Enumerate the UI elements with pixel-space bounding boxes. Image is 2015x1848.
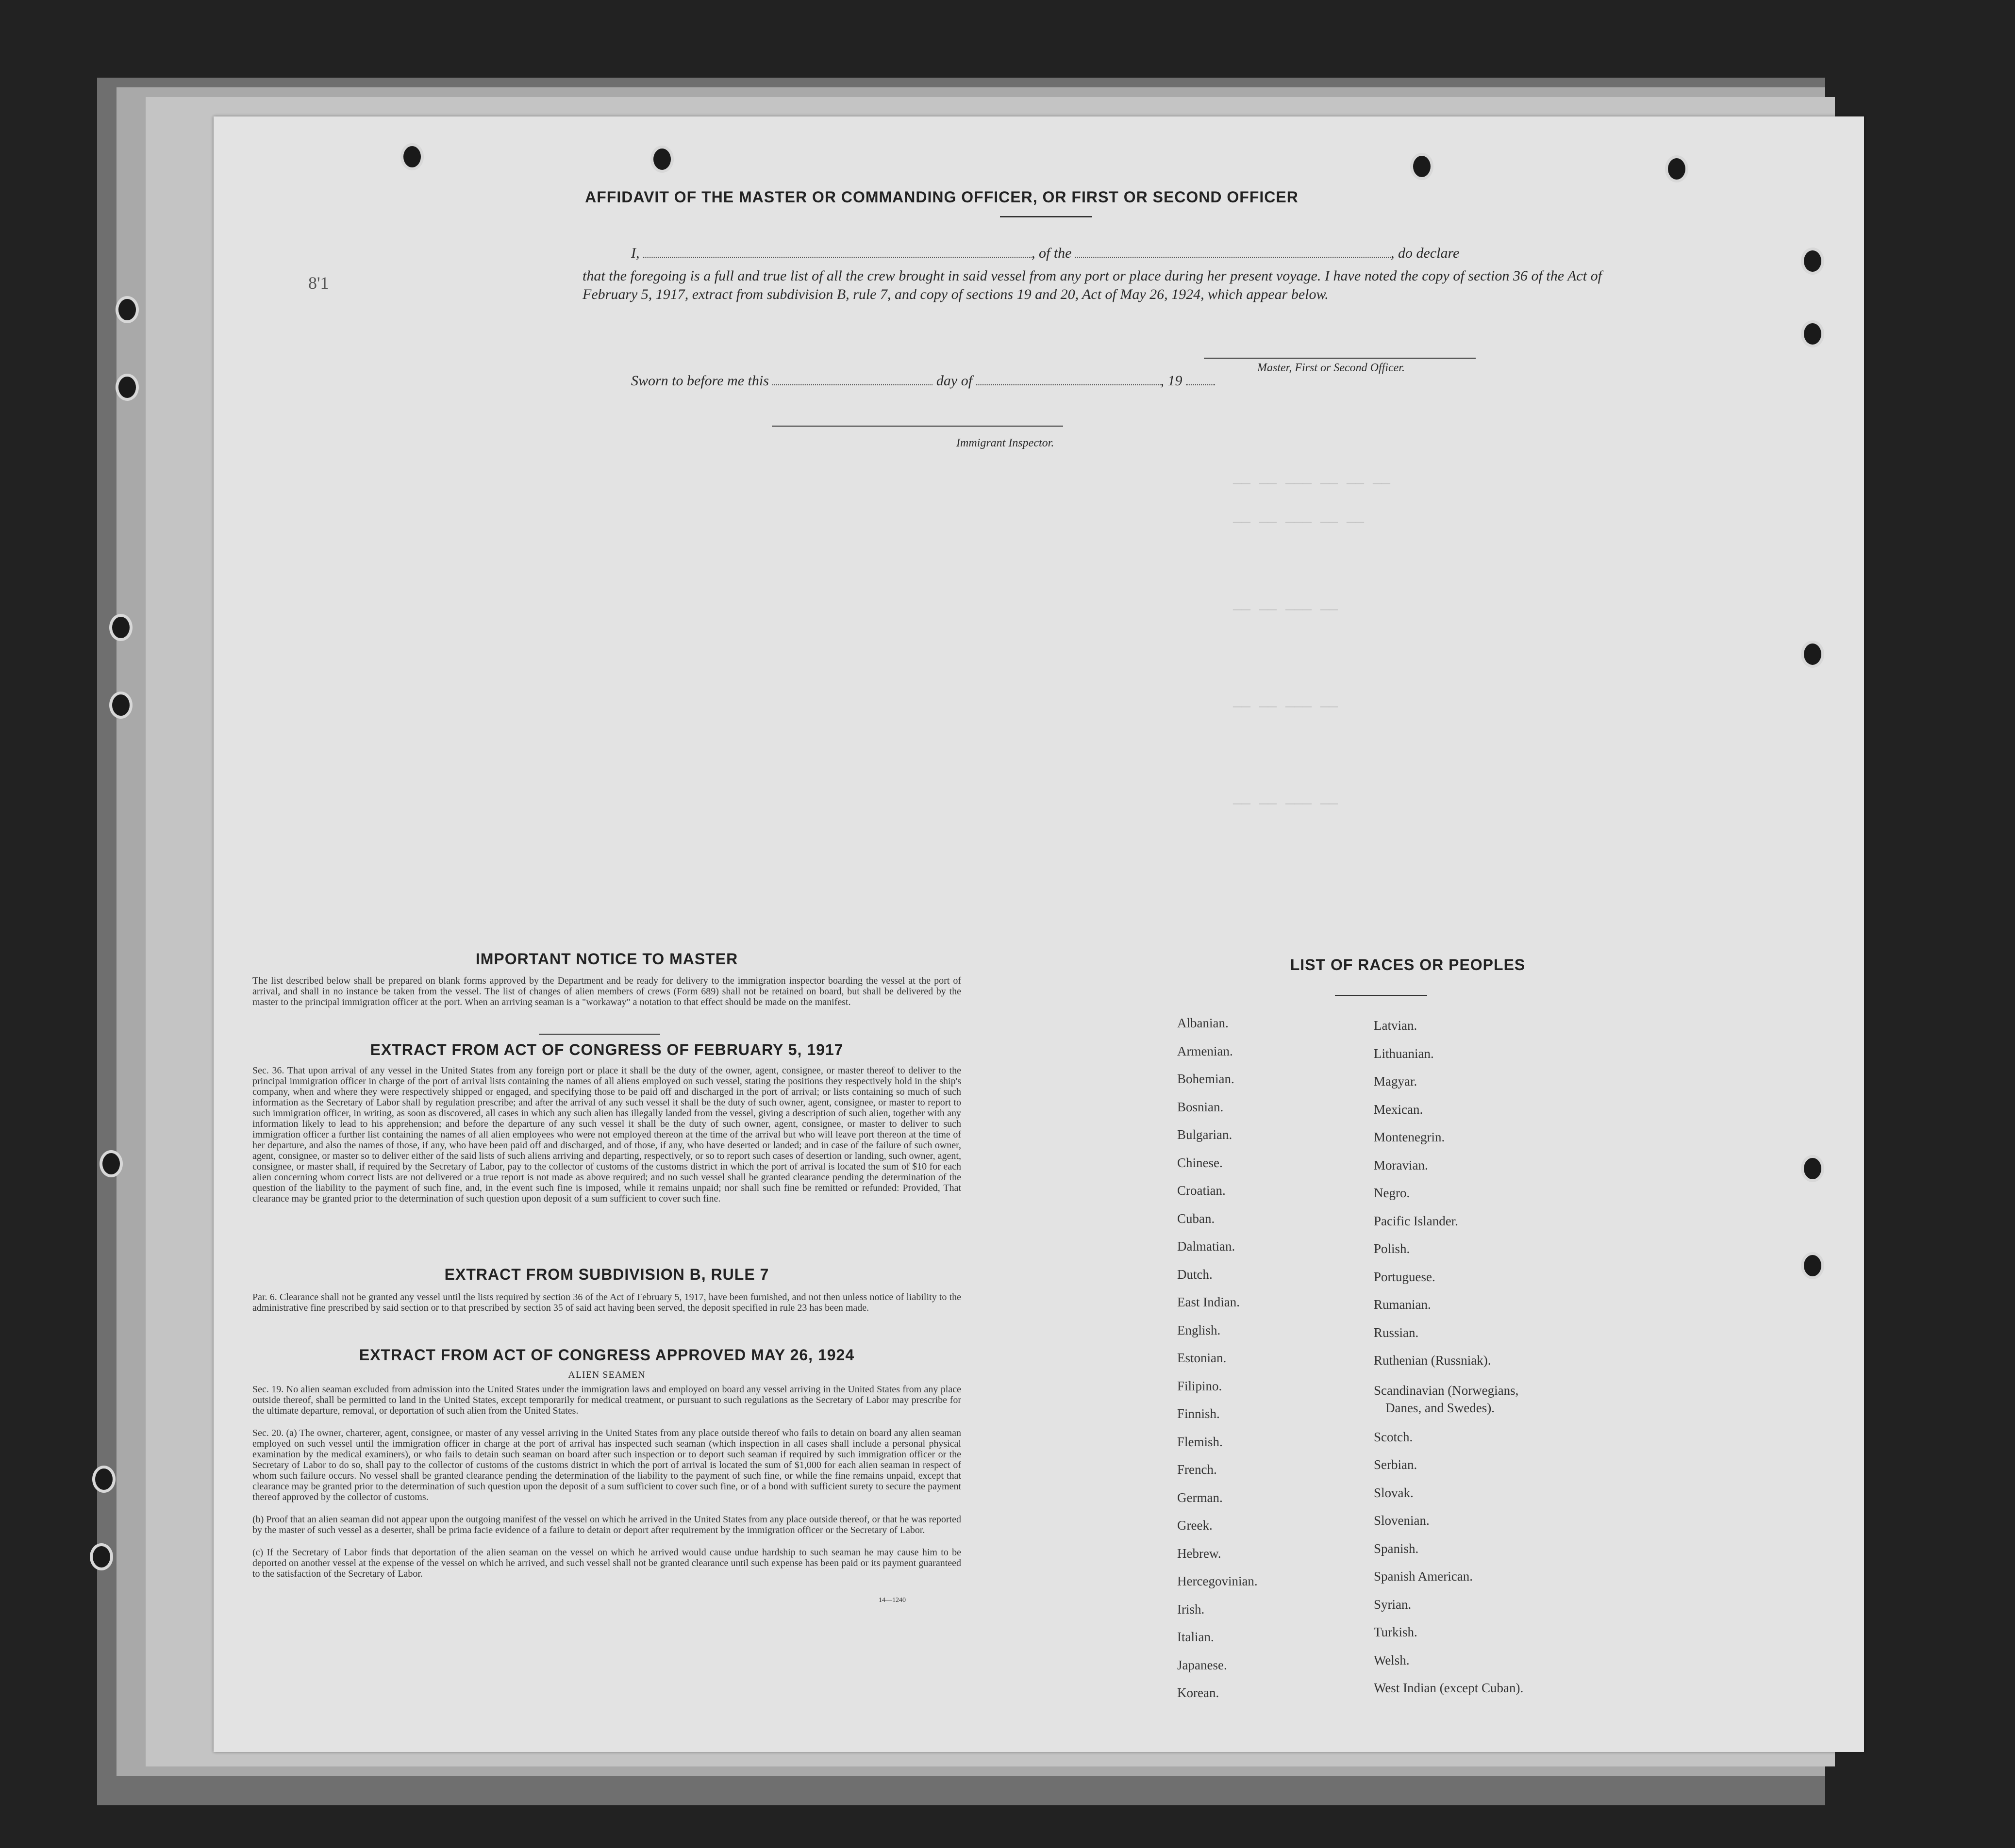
race-item: Slovak. [1374,1485,1414,1500]
race-item: Armenian. [1177,1043,1233,1058]
punch-hole [100,1150,123,1177]
race-item: Negro. [1374,1186,1410,1200]
race-item: German. [1177,1490,1223,1505]
inspector-label: Immigrant Inspector. [956,437,1054,449]
punch-hole [650,146,674,173]
race-item: Flemish. [1177,1434,1223,1449]
punch-hole [1410,153,1433,180]
name-blank[interactable] [643,256,1032,258]
sworn-line [631,373,1215,389]
sworn-label: Sworn to before me this [631,373,769,389]
race-item: Turkish. [1374,1625,1417,1639]
races-rule [1335,995,1427,996]
race-item: Croatian. [1177,1183,1226,1198]
punch-hole [1665,155,1688,182]
race-item: Chinese. [1177,1155,1223,1170]
race-item: Filipino. [1177,1378,1222,1393]
punch-hole [109,692,133,719]
inspector-line[interactable] [772,426,1063,427]
race-item: Bosnian. [1177,1099,1224,1114]
race-item: French. [1177,1462,1217,1477]
race-item: East Indian. [1177,1295,1240,1309]
rule7-body: Par. 6. Clearance shall not be granted any vessel until the lists required by section 36 of the Act of February 5, 1917, have been furnished, and not then unless notice of liability to the administrative fine prescribed by said section or to that prescribed by section 35 of said act having been served, the deposit specified in rule 23 has been made. [252,1292,961,1313]
bleed-through: —— —— ——— —— —— —— [1233,476,1391,492]
race-item: Russian. [1374,1325,1419,1340]
punch-hole [1801,320,1824,347]
race-item: Bulgarian. [1177,1127,1232,1142]
form-number: 14—1240 [879,1597,906,1604]
alien-seamen-subtitle: ALIEN SEAMEN [568,1370,646,1380]
races-column-2 [1374,1012,1665,1702]
punch-hole [1801,1155,1824,1182]
race-item: Serbian. [1374,1457,1417,1472]
race-item: Spanish American. [1374,1569,1473,1584]
race-item: Lithuanian. [1374,1046,1434,1061]
punch-hole [116,296,139,323]
affidavit-line-1 [631,245,1505,262]
race-item: Moravian. [1374,1157,1428,1172]
punch-hole [109,614,133,641]
vessel-blank[interactable] [1075,256,1391,258]
punch-hole [1801,248,1824,275]
race-item: Montenegrin. [1374,1130,1445,1144]
race-item: Mexican. [1374,1102,1423,1117]
punch-hole [1801,1252,1824,1279]
race-item: Albanian. [1177,1016,1229,1030]
margin-mark: 8'1 [308,273,329,293]
extract-1917-body: Sec. 36. That upon arrival of any vessel in the United States from any foreign port or place it shall be the duty of the owner, agent, consignee, or master thereof to deliver to the principal immigration officer in charge of the port of arrival lists containing the names of all aliens employed on such vessel, stating the positions they respectively hold in the ship's company, when and where they were respectively shipped or engaged, and specifying those to be paid off and discharged in the port of arrival; or lists containing so much of such information as the Secretary of Labor shall by regulation prescribe; and after the arrival of any such vessel it shall be the duty of such owner, agent, consignee, or master to report to such immigration officer, in writing, as soon as discovered, all cases in which any such alien has illegally landed from the vessel, giving a description of such alien, together with any information likely to lead to his apprehension; and before the departure of any such vessel it shall be the duty of such owner, agent, consignee, or master to deliver to such immigration officer a further list containing the names of all alien employees who were not employed thereon at the time of the arrival but who will leave port thereon at the time of her departure, and also the names of those, if any, who have been paid off and discharged, and of those, if any, who have deserted or landed; and in case of the failure of such owner, agent, consignee, or master so to deliver either of the said lists of such aliens arriving and departing, respectively, or so to report such cases of desertion or landing, such owner, agent, consignee, or master shall, if required by the Secretary of Labor, pay to the collector of customs of the customs district in which the port of arrival is located the sum of $10 for each alien concerning whom correct lists are not delivered or a true report is not made as above required; and no such vessel shall be granted clearance pending the determination of the question of the liability to the payment of such fine, and, in the event such fine is imposed, while it remains unpaid; nor shall such fine be remitted or refunded: Provided, That clearance may be granted prior to the determination of such question upon deposit of a sum sufficient to cover such fine. [252,1065,961,1204]
bleed-through: —— —— ——— —— —— [1233,514,1365,531]
race-item: English. [1177,1322,1221,1337]
race-item: Korean. [1177,1685,1219,1700]
affidavit-title: AFFIDAVIT OF THE MASTER OR COMMANDING OFFICER, OR FIRST OR SECOND OFFICER [585,188,1299,206]
title-rule [1000,216,1092,217]
sec20b-body: (b) Proof that an alien seaman did not appear upon the outgoing manifest of the vessel on which he arrived in the United States from any place outside thereof, or that he was reported by the master of such vessel as a deserter, shall be prima facie evidence of a failure to detain or deport after requirement by the immigration officer or the Secretary of Labor. [252,1514,961,1535]
punch-hole [116,374,139,401]
race-item: Hercegovinian. [1177,1574,1258,1588]
notice-title: IMPORTANT NOTICE TO MASTER [475,950,738,968]
year-label: , 19 [1160,373,1182,389]
rule7-title: EXTRACT FROM SUBDIVISION B, RULE 7 [444,1266,769,1283]
race-item: Dalmatian. [1177,1239,1235,1254]
punch-hole [400,143,424,170]
race-item: Estonian. [1177,1351,1227,1365]
race-item: Polish. [1374,1241,1410,1256]
month-blank[interactable] [976,384,1161,385]
year-blank[interactable] [1186,384,1215,385]
bleed-through: —— —— ——— —— [1233,796,1338,812]
signature-label: Master, First or Second Officer. [1257,362,1405,374]
race-item: Welsh. [1374,1652,1410,1667]
punch-hole [1801,641,1824,668]
declare-label: , do declare [1391,245,1460,261]
sec20c-body: (c) If the Secretary of Labor finds that deportation of the alien seaman on the vessel on which he arrived would cause undue hardship to such seaman he may cause him to be deported on another vessel at the expense of the vessel on which he arrived, and such vessel shall not be granted clearance until such expense has been paid or its payment guaranteed to the satisfaction of the Secretary of Labor. [252,1547,961,1579]
race-item: Irish. [1177,1601,1205,1617]
race-item: Cuban. [1177,1211,1215,1226]
race-item: Magyar. [1374,1074,1417,1089]
signature-line[interactable] [1204,358,1476,359]
day-blank[interactable] [772,384,933,385]
affidavit-body: that the foregoing is a full and true list of all the crew brought in said vessel from any port or place during her present voyage. I have noted the copy of section 36 of the Act of February 5, 1917, extract from subdivision B, rule 7, and copy of sections 19 and 20, Act of May 26, 1924, which appear below. [583,268,1602,302]
race-item: Dutch. [1177,1267,1213,1282]
bleed-through: —— —— ——— —— [1233,602,1338,618]
race-item: Japanese. [1177,1657,1227,1672]
race-item: Greek. [1177,1518,1213,1533]
races-column-1 [1177,1009,1352,1707]
day-of-label: day of [936,373,973,389]
race-item: Syrian. [1374,1597,1412,1612]
notice-body: The list described below shall be prepared on blank forms approved by the Department and be ready for delivery to the immigration inspector boarding the vessel at the port of arrival, and shall in no instance be taken from the vessel. The list of changes of alien members of crews (Form 689) shall not be retained on board, but shall be delivered by the master to the principal immigration officer at the port. When an arriving seaman is a "workaway" a notation to that effect should be made on the manifest. [252,975,961,1007]
race-item: Danes, and Swedes). [1385,1400,1495,1415]
race-item: Rumanian. [1374,1297,1431,1312]
extract-1924-title: EXTRACT FROM ACT OF CONGRESS APPROVED MAY 26, 1924 [359,1346,855,1364]
bleed-through: —— —— ——— —— [1233,699,1338,715]
races-title: LIST OF RACES OR PEOPLES [1290,956,1526,974]
punch-hole [90,1543,113,1570]
race-item: Bohemian. [1177,1072,1234,1086]
race-item: Ruthenian (Russniak). [1374,1353,1491,1368]
document-page [214,116,1864,1752]
of-the-label: , of the [1032,245,1072,261]
race-item: Pacific Islander. [1374,1213,1458,1228]
punch-hole [92,1466,116,1493]
race-item: Scandinavian (Norwegians, [1374,1383,1519,1398]
race-item: Finnish. [1177,1406,1220,1421]
i-label: I, [631,245,640,261]
race-item: Hebrew. [1177,1546,1221,1561]
extract-1917-title: EXTRACT FROM ACT OF CONGRESS OF FEBRUARY 5, 1917 [370,1041,844,1058]
race-item: West Indian (except Cuban). [1374,1681,1524,1695]
race-item: Latvian. [1374,1018,1417,1033]
race-item: Italian. [1177,1630,1214,1644]
sec20a-body: Sec. 20. (a) The owner, charterer, agent, consignee, or master of any vessel arriving in the United States from any place outside thereof who fails to detain on board any alien seaman employed on such vessel until the immigration officer in charge at the port of arrival has inspected such seaman (which inspection in all cases shall include a personal physical examination by the medical examiners), or who fails to detain such seaman on board after such inspection or to deport such seaman if required by such immigration officer or the Secretary of Labor to do so, shall pay to the collector of customs of the customs district in which the port of arrival is located the sum of $1,000 for each alien seaman in respect of whom such failure occurs. No vessel shall be granted clearance pending the determination of the liability to the payment of such fine, or while the fine remains unpaid, except that clearance may be granted prior to the determination of such question upon the deposit of a sum sufficient to cover such fine, or of a bond with sufficient surety to secure the payment thereof approved by the collector of customs. [252,1428,961,1502]
race-item: Portuguese. [1374,1269,1435,1284]
race-item: Spanish. [1374,1541,1419,1556]
sec19-body: Sec. 19. No alien seaman excluded from admission into the United States under the immigration laws and employed on board any vessel arriving in the United States from any place outside thereof, shall be permitted to land in the United States, except temporarily for medical treatment, or pursuant to such regulations as the Secretary of Labor may prescribe for the ultimate departure, removal, or deportation of such alien from the United States. [252,1384,961,1416]
race-item: Slovenian. [1374,1513,1430,1528]
race-item: Scotch. [1374,1429,1413,1444]
section-rule [539,1034,660,1035]
